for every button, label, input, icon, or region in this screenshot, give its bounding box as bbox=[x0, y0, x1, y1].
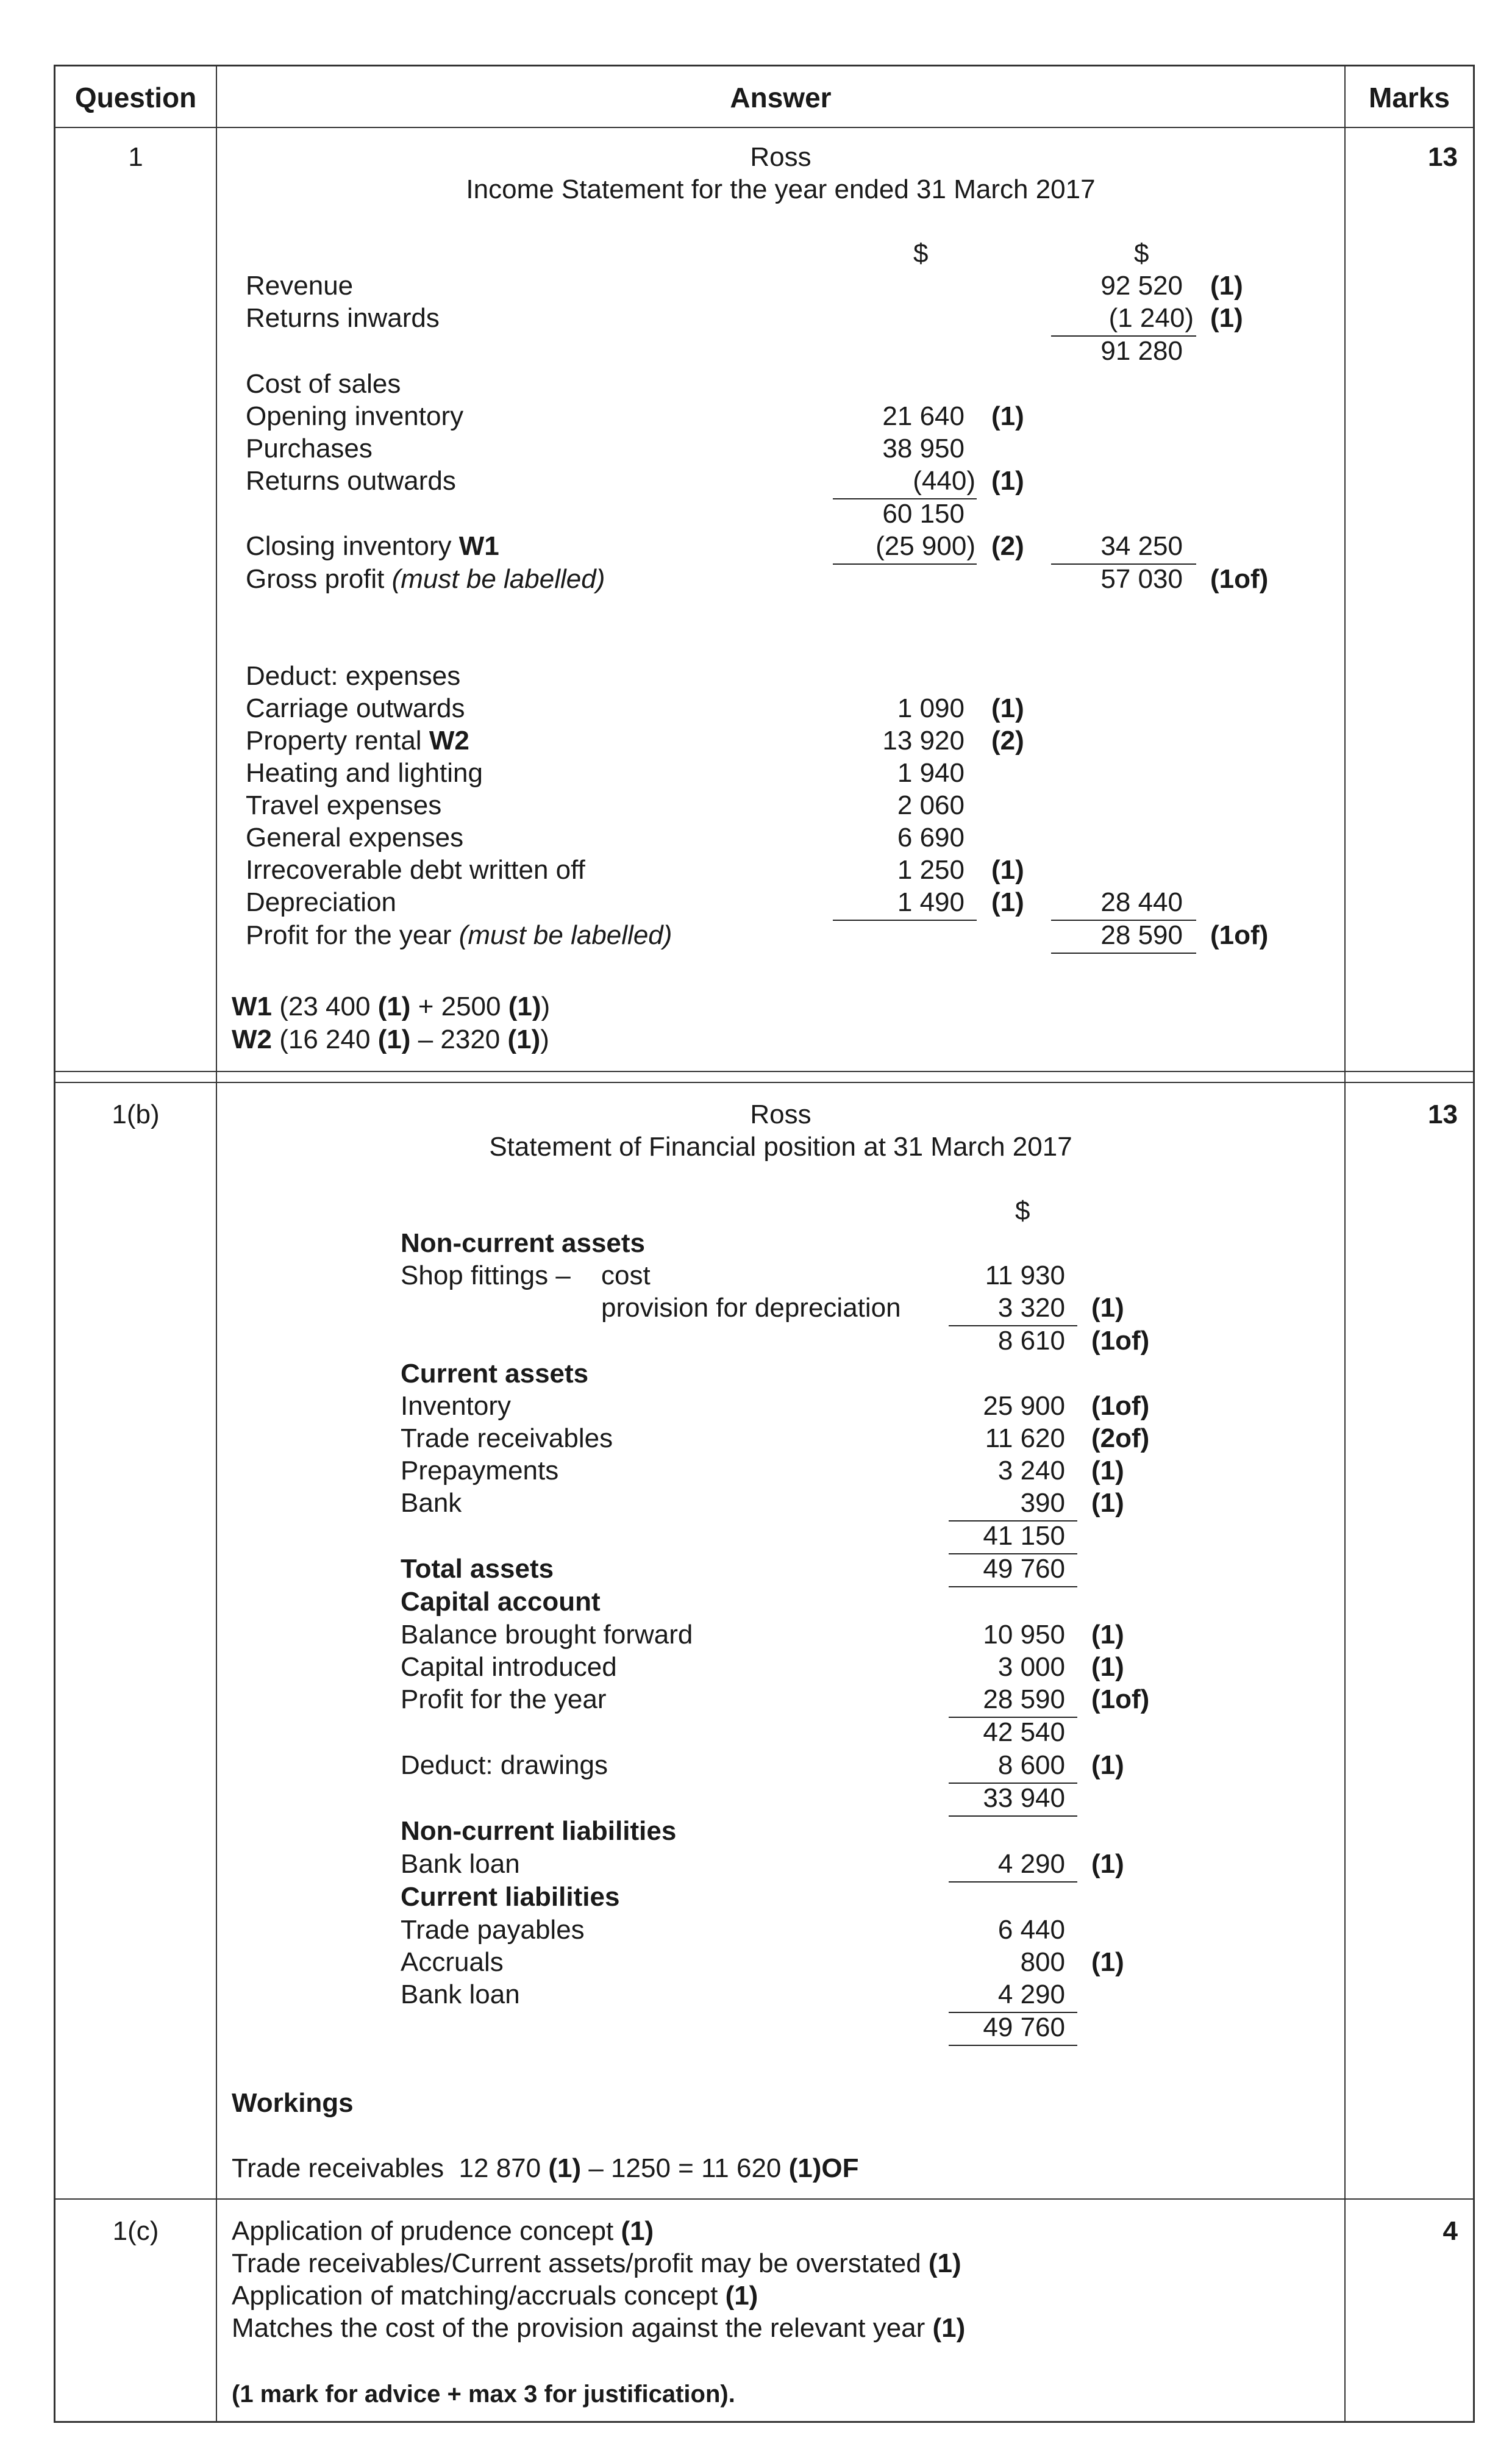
irrecoverable-debt-mark: (1) bbox=[991, 855, 1024, 885]
returns-outwards-value: (440) bbox=[913, 466, 975, 496]
workings-heading: Workings bbox=[232, 2088, 354, 2118]
bank-loan-cl-value: 4 290 bbox=[997, 1979, 1065, 2009]
cost-of-sales-value: 34 250 bbox=[1100, 531, 1183, 561]
drawings-value: 8 600 bbox=[997, 1750, 1065, 1780]
q1c-number: 1(c) bbox=[112, 2216, 159, 2246]
q1-marks: 13 bbox=[1428, 142, 1458, 172]
cost-of-sales-label: Cost of sales bbox=[246, 369, 401, 399]
returns-outwards-label: Returns outwards bbox=[246, 466, 456, 496]
header-answer: Answer bbox=[730, 82, 832, 113]
workings-trade-receivables: Trade receivables 12 870 (1) – 1250 = 11 620 (1)OF bbox=[232, 2153, 859, 2183]
net-revenue-value: 91 280 bbox=[1100, 336, 1183, 366]
q1c-line: Application of prudence concept (1) bbox=[232, 2216, 654, 2246]
provision-mark: (1) bbox=[1091, 1293, 1124, 1323]
underline bbox=[949, 1586, 1077, 1587]
closing-inventory-mark: (2) bbox=[991, 531, 1024, 561]
table-border-right bbox=[1473, 65, 1475, 2423]
inventory-label: Inventory bbox=[401, 1391, 511, 1421]
nca-heading: Non-current assets bbox=[401, 1228, 646, 1258]
drawings-mark: (1) bbox=[1091, 1750, 1124, 1780]
provision-label: provision for depreciation bbox=[601, 1293, 901, 1323]
cost-label: cost bbox=[601, 1261, 651, 1290]
profit-year-b-label: Profit for the year bbox=[401, 1684, 607, 1714]
trade-payables-label: Trade payables bbox=[401, 1915, 585, 1945]
closing-inventory-value: (25 900) bbox=[875, 531, 975, 561]
irrecoverable-debt-label: Irrecoverable debt written off bbox=[246, 855, 585, 885]
underline bbox=[833, 563, 977, 565]
q1-col1-head: $ bbox=[913, 238, 929, 268]
capital-sub-value: 42 540 bbox=[983, 1717, 1065, 1747]
table-border-top bbox=[54, 65, 1475, 66]
returns-outwards-mark: (1) bbox=[991, 466, 1024, 496]
profit-year-b-value: 28 590 bbox=[983, 1684, 1065, 1714]
trade-payables-value: 6 440 bbox=[997, 1915, 1065, 1945]
provision-value: 3 320 bbox=[997, 1293, 1065, 1323]
deduct-expenses-label: Deduct: expenses bbox=[246, 661, 461, 691]
shop-fittings-label: Shop fittings – bbox=[401, 1261, 571, 1290]
general-expenses-value: 6 690 bbox=[897, 823, 965, 853]
underline bbox=[949, 1881, 1077, 1883]
cost-value: 11 930 bbox=[985, 1261, 1065, 1290]
general-expenses-label: General expenses bbox=[246, 823, 464, 853]
property-rental-value: 13 920 bbox=[882, 726, 965, 756]
profit-year-label: Profit for the year (must be labelled) bbox=[246, 920, 672, 950]
bank-loan-ncl-value: 4 290 bbox=[997, 1849, 1065, 1879]
profit-year-value: 28 590 bbox=[1100, 920, 1183, 950]
goods-subtotal-value: 60 150 bbox=[882, 499, 965, 529]
property-rental-mark: (2) bbox=[991, 726, 1024, 756]
prepayments-value: 3 240 bbox=[997, 1456, 1065, 1486]
gross-profit-value: 57 030 bbox=[1100, 564, 1183, 594]
profit-year-mark: (1of) bbox=[1210, 920, 1269, 950]
bank-mark: (1) bbox=[1091, 1488, 1124, 1518]
nbv-value: 8 610 bbox=[997, 1326, 1065, 1356]
total-expenses-value: 28 440 bbox=[1100, 887, 1183, 917]
prepayments-label: Prepayments bbox=[401, 1456, 559, 1486]
accruals-value: 800 bbox=[1020, 1947, 1065, 1977]
q1b-number: 1(b) bbox=[112, 1100, 160, 1129]
revenue-mark: (1) bbox=[1210, 271, 1243, 301]
header-question: Question bbox=[74, 82, 197, 113]
opening-inventory-mark: (1) bbox=[991, 401, 1024, 431]
carriage-outwards-mark: (1) bbox=[991, 693, 1024, 723]
q1-subtitle: Income Statement for the year ended 31 March 2017 bbox=[466, 174, 1096, 204]
grand-total-value: 49 760 bbox=[983, 2012, 1065, 2042]
inventory-mark: (1of) bbox=[1091, 1391, 1150, 1421]
total-assets-value: 49 760 bbox=[983, 1554, 1065, 1584]
depreciation-label: Depreciation bbox=[246, 887, 397, 917]
purchases-label: Purchases bbox=[246, 434, 373, 463]
q1-title: Ross bbox=[750, 142, 811, 172]
accruals-label: Accruals bbox=[401, 1947, 504, 1977]
purchases-value: 38 950 bbox=[882, 434, 965, 463]
q1c-note: (1 mark for advice + max 3 for justification). bbox=[232, 2381, 735, 2408]
q1-number: 1 bbox=[128, 142, 143, 172]
trade-receivables-label: Trade receivables bbox=[401, 1423, 613, 1453]
travel-expenses-value: 2 060 bbox=[897, 790, 965, 820]
table-border-left bbox=[54, 65, 55, 2423]
trade-receivables-mark: (2of) bbox=[1091, 1423, 1150, 1453]
property-rental-label: Property rental W2 bbox=[246, 726, 469, 756]
profit-year-b-mark: (1of) bbox=[1091, 1684, 1150, 1714]
working-w2: W2 (16 240 (1) – 2320 (1)) bbox=[232, 1025, 549, 1054]
header-marks: Marks bbox=[1369, 82, 1450, 113]
header-row-divider bbox=[54, 127, 1475, 128]
gross-profit-label: Gross profit (must be labelled) bbox=[246, 564, 605, 594]
section-divider-2 bbox=[54, 2198, 1475, 2200]
drawings-label: Deduct: drawings bbox=[401, 1750, 608, 1780]
capital-introduced-label: Capital introduced bbox=[401, 1652, 617, 1682]
capital-introduced-mark: (1) bbox=[1091, 1652, 1124, 1682]
underline bbox=[949, 1815, 1077, 1817]
ca-total-value: 41 150 bbox=[983, 1521, 1065, 1551]
accruals-mark: (1) bbox=[1091, 1947, 1124, 1977]
column-divider-marks bbox=[1344, 65, 1346, 2423]
bank-label: Bank bbox=[401, 1488, 462, 1518]
q1c-line: Application of matching/accruals concept (1) bbox=[232, 2281, 758, 2311]
q1c-marks: 4 bbox=[1442, 2216, 1458, 2246]
q1b-title: Ross bbox=[750, 1100, 811, 1129]
returns-inwards-value: (1 240) bbox=[1108, 303, 1194, 333]
bank-loan-ncl-label: Bank loan bbox=[401, 1849, 520, 1879]
closing-inventory-label: Closing inventory W1 bbox=[246, 531, 499, 561]
inventory-value: 25 900 bbox=[983, 1391, 1065, 1421]
carriage-outwards-label: Carriage outwards bbox=[246, 693, 465, 723]
capital-heading: Capital account bbox=[401, 1587, 601, 1617]
bank-loan-ncl-mark: (1) bbox=[1091, 1849, 1124, 1879]
irrecoverable-debt-value: 1 250 bbox=[897, 855, 965, 885]
carriage-outwards-value: 1 090 bbox=[897, 693, 965, 723]
balance-bf-mark: (1) bbox=[1091, 1620, 1124, 1650]
q1b-marks: 13 bbox=[1428, 1100, 1458, 1129]
opening-inventory-value: 21 640 bbox=[882, 401, 965, 431]
q1b-col-head: $ bbox=[1015, 1196, 1030, 1226]
working-w1: W1 (23 400 (1) + 2500 (1)) bbox=[232, 992, 551, 1021]
heating-lighting-value: 1 940 bbox=[897, 758, 965, 788]
gross-profit-mark: (1of) bbox=[1210, 564, 1269, 594]
cl-heading: Current liabilities bbox=[401, 1882, 620, 1912]
underline bbox=[833, 920, 977, 921]
section-divider-1a bbox=[54, 1071, 1475, 1072]
q1c-line: Matches the cost of the provision against the relevant year (1) bbox=[232, 2313, 966, 2343]
capital-introduced-value: 3 000 bbox=[997, 1652, 1065, 1682]
q1c-line: Trade receivables/Current assets/profit may be overstated (1) bbox=[232, 2248, 961, 2278]
depreciation-mark: (1) bbox=[991, 887, 1024, 917]
balance-bf-label: Balance brought forward bbox=[401, 1620, 693, 1650]
travel-expenses-label: Travel expenses bbox=[246, 790, 442, 820]
ncl-heading: Non-current liabilities bbox=[401, 1816, 677, 1846]
underline bbox=[949, 2045, 1077, 2046]
heating-lighting-label: Heating and lighting bbox=[246, 758, 483, 788]
bank-loan-cl-label: Bank loan bbox=[401, 1979, 520, 2009]
opening-inventory-label: Opening inventory bbox=[246, 401, 464, 431]
capital-total-value: 33 940 bbox=[983, 1783, 1065, 1813]
revenue-value: 92 520 bbox=[1100, 271, 1183, 301]
table-border-bottom bbox=[54, 2421, 1475, 2423]
prepayments-mark: (1) bbox=[1091, 1456, 1124, 1486]
returns-inwards-mark: (1) bbox=[1210, 303, 1243, 333]
column-divider-question bbox=[216, 65, 217, 2423]
balance-bf-value: 10 950 bbox=[983, 1620, 1065, 1650]
underline bbox=[1051, 953, 1196, 954]
depreciation-value: 1 490 bbox=[897, 887, 965, 917]
trade-receivables-value: 11 620 bbox=[985, 1423, 1065, 1453]
total-assets-label: Total assets bbox=[401, 1554, 554, 1584]
revenue-label: Revenue bbox=[246, 271, 354, 301]
q1b-subtitle: Statement of Financial position at 31 March 2017 bbox=[489, 1132, 1072, 1162]
q1-col2-head: $ bbox=[1134, 238, 1149, 268]
ca-heading: Current assets bbox=[401, 1359, 589, 1389]
bank-value: 390 bbox=[1020, 1488, 1065, 1518]
returns-inwards-label: Returns inwards bbox=[246, 303, 440, 333]
nbv-mark: (1of) bbox=[1091, 1326, 1150, 1356]
section-divider-1b bbox=[54, 1082, 1475, 1083]
